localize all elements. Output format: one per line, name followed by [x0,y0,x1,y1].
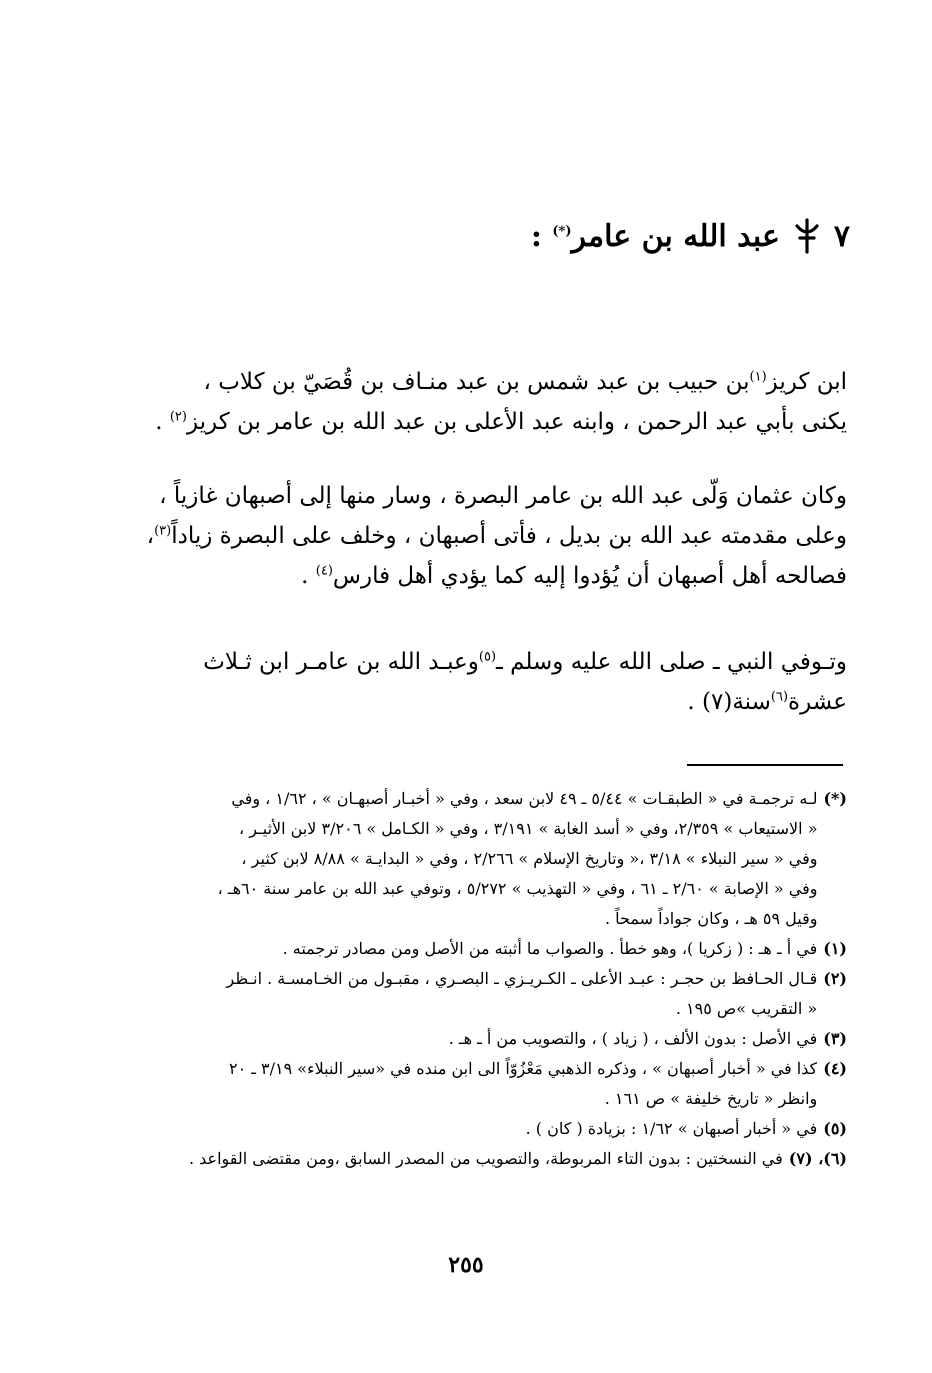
paragraph-3 [142,642,847,722]
footnote-label: (٤) [823,1059,847,1078]
footnote-text: في « أخبار أصبهان » ١/٦٢ : بزيادة ( كان ) . [525,1119,818,1138]
footnote [135,964,847,1024]
footnote [135,1114,847,1144]
paragraph-1 [142,362,847,442]
footnote [135,1024,847,1054]
footnote-text: لـه ترجمـة في « الطبقـات » ٥/٤٤ ـ ٤٩ لابن سعد ، وفي « أخبـار أصبهـان » ، ١/٦٢ ، وفي « الاستيعاب » ٢/٣٥٩، وفي « أسد الغابة » ٣/١٩١ ، وفي « الكـامل » ٣/٢٠٦ لابن الأثيـر ، وفي « سير النبلاء » ٣/١٨ ،« وتاريخ الإسلام » ٢/٢٦٦ ، وفي « البدايـة » ٨/٨٨ لابن كثير ، وفي « الإصابة » ٢/٦٠ ـ ٦١ ، وفي « التهذيب » ٥/٢٧٢ ، وتوفي عبد الله بن عامر سنة ٦٠هـ ، وقيل ٥٩ هـ ، وكان جواداً سمحاً . [217,789,818,928]
paragraph-line: وتـوفي النبي ـ صلى الله عليه وسلم ـ$^{(٥)}$وعبـد الله بن عامـر ابن ثـلاث [203,649,847,675]
footnote-text: في أ ـ هـ : ( زكريا )، وهو خطأ . والصواب ما أثبته من الأصل ومن مصادر ترجمته . [282,939,818,958]
paragraph-line: ابن كريز$^{(١)}$بن حبيب بن عبد شمس بن عبد منـاف بن قُصَيّ بن كلاب ، [203,369,847,395]
footnote [135,1144,847,1174]
footnote-label: (٣) [823,1029,847,1048]
entry-heading [531,218,850,254]
paragraph-line: وكان عثمان وَلّى عبد الله بن عامر البصرة ، وسار منها إلى أصبهان غازياً ، [159,483,847,509]
footnote-text: في الأصل : بدون الألف ، ( زياد ) ، والتصويب من أ ـ هـ . [448,1029,818,1048]
footnote [135,934,847,964]
footnote-label: (٢) [823,969,847,988]
entry-title-colon: : [530,218,542,254]
footnote [135,784,847,934]
entry-title [531,219,780,254]
footnote-divider [687,764,843,766]
footnotes [135,784,847,1174]
entry-title-text: عبد الله بن عامر [571,218,780,254]
footnote-label: (٥) [823,1119,847,1138]
paragraph-line: يكنى بأبي عبد الرحمن ، وابنه عبد الأعلى بن عبد الله بن عامر بن كريز$^{(٢)}$ . [155,409,847,435]
fork-mark-icon [792,218,822,254]
paragraph-line: عشرة$^{(٦)}$سنة(٧) . [687,689,847,715]
footnote-label: (١) [823,939,847,958]
footnote-text: في النسختين : بدون التاء المربوطة، والتصويب من المصدر السابق ،ومن مقتضى القواعد . [188,1149,783,1168]
footnote-label: (٦)، (٧) [788,1149,847,1168]
footnote-text: كذا في « أخبار أصبهان » ، وذكره الذهبي مَعْزُوّاً الى ابن منده في «سير النبلاء» ٣/١٩ ـ ٢٠ وانظر « تاريخ خليفة » ص ١٦١ . [228,1059,818,1108]
page-number: ٢٥٥ [448,1252,484,1278]
paragraph-2 [142,476,847,596]
entry-title-sup: (*) [552,223,572,239]
paragraph-line: فصالحه أهل أصبهان أن يُؤدوا إليه كما يؤدي أهل فارس$^{(٤)}$ . [301,563,847,589]
footnote-label: (*) [823,789,847,808]
entry-number: ٧ [833,218,850,254]
paragraph-line: وعلى مقدمته عبد الله بن بديل ، فأتى أصبهان ، وخلف على البصرة زياداً$^{(٣)}$، [146,523,847,549]
footnote [135,1054,847,1114]
footnote-text: قـال الحـافظ بن حجـر : عبـد الأعلى ـ الكـريـزي ـ البصـري ، مقبـول من الخـامسـة . انـظر « التقريب »ص ١٩٥ . [226,969,818,1018]
